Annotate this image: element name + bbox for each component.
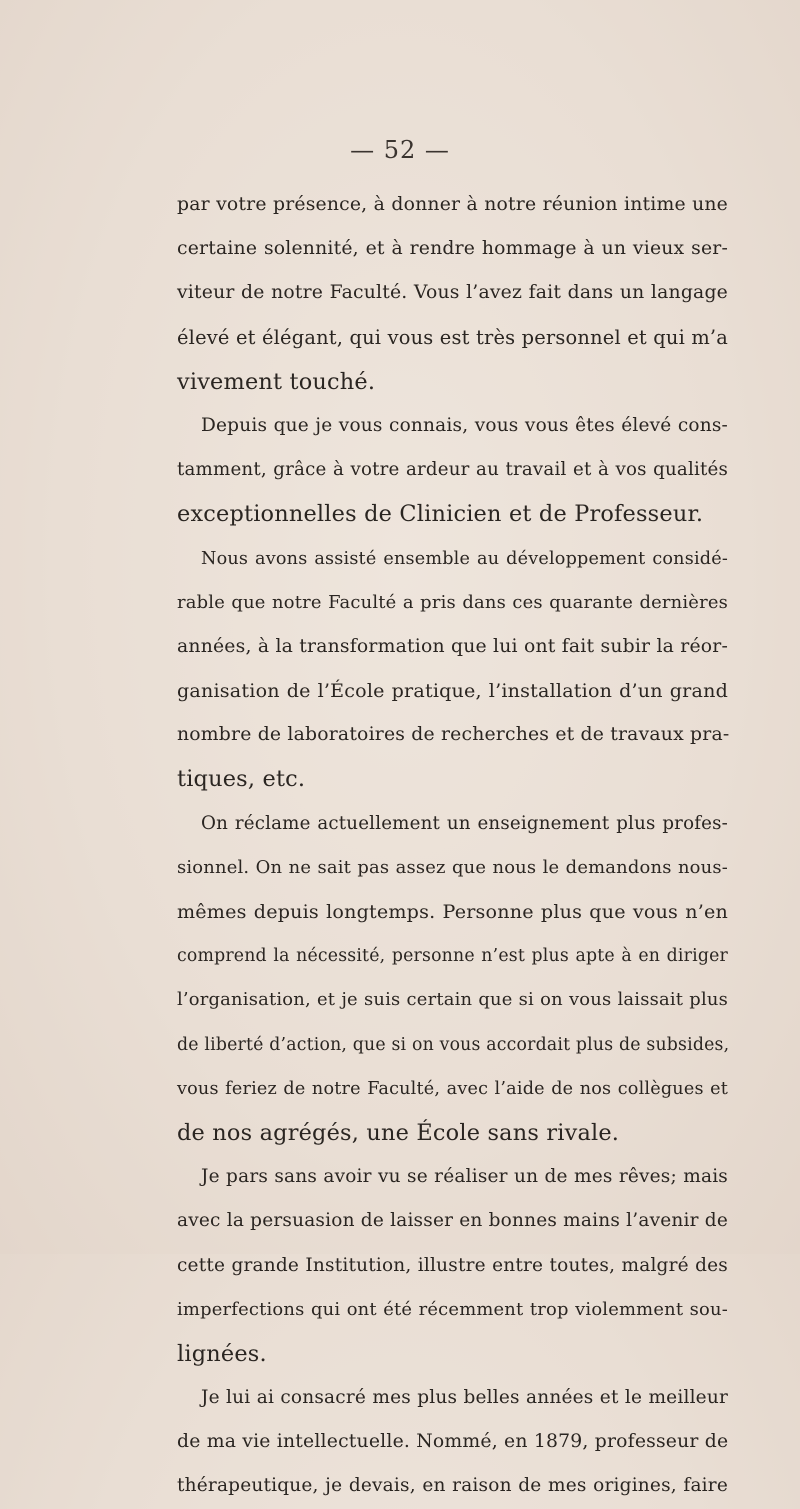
text-line: ganisation de l’École pratique, l’installation d’un grand	[177, 679, 728, 703]
text-line: tamment, grâce à votre ardeur au travail et à vos qualités	[177, 459, 728, 481]
text-line: On réclame actuellement un enseignement plus profes-	[201, 812, 728, 834]
text-line: cette grande Institution, illustre entre toutes, malgré des	[177, 1254, 728, 1276]
text-line: l’organisation, et je suis certain que si on vous laissait plus	[177, 989, 728, 1011]
text-line: de ma vie intellectuelle. Nommé, en 1879, professeur de	[177, 1431, 729, 1453]
text-line: mêmes depuis longtemps. Personne plus que vous n’en	[177, 900, 728, 923]
text-line: années, à la transformation que lui ont fait subir la réor-	[177, 635, 728, 657]
text-line: Nous avons assisté ensemble au développement considé-	[201, 548, 728, 569]
text-line: Depuis que je vous connais, vous vous êtes élevé cons-	[201, 414, 728, 436]
body-text	[177, 183, 728, 1509]
text-line: certaine solennité, et à rendre hommage à un vieux ser-	[177, 238, 728, 260]
text-line: Je lui ai consacré mes plus belles années et le meilleur	[201, 1387, 728, 1409]
text-line: sionnel. On ne sait pas assez que nous le demandons nous-	[177, 856, 728, 878]
text-line: viteur de notre Faculté. Vous l’avez fait dans un langage	[177, 282, 728, 304]
text-line: tiques, etc.	[177, 766, 306, 793]
text-line: avec la persuasion de laisser en bonnes mains l’avenir de	[177, 1210, 728, 1232]
text-line: de nos agrégés, une École sans rivale.	[177, 1119, 620, 1146]
text-line: nombre de laboratoires de recherches et de travaux pra-	[177, 724, 730, 746]
text-line: Je pars sans avoir vu se réaliser un de mes rêves; mais	[201, 1166, 728, 1188]
text-line: thérapeutique, je devais, en raison de mes origines, faire	[177, 1475, 728, 1497]
text-line: rable que notre Faculté a pris dans ces quarante dernières	[177, 591, 728, 613]
text-line: vivement touché.	[177, 368, 376, 395]
text-line: vous feriez de notre Faculté, avec l’aide de nos collègues et	[177, 1078, 728, 1099]
text-line: de liberté d’action, que si on vous accordait plus de subsides,	[177, 1034, 730, 1055]
text-line: élevé et élégant, qui vous est très personnel et qui m’a	[177, 325, 729, 349]
text-line: imperfections qui ont été récemment trop violemment sou-	[177, 1298, 728, 1320]
text-line: lignées.	[177, 1340, 267, 1367]
text-line: comprend la nécessité, personne n’est plus apte à en diriger	[177, 946, 728, 967]
text-line: par votre présence, à donner à notre réunion intime une	[177, 194, 728, 215]
text-line: exceptionnelles de Clinicien et de Professeur.	[177, 501, 704, 528]
page-number: — 52 —	[350, 136, 450, 164]
